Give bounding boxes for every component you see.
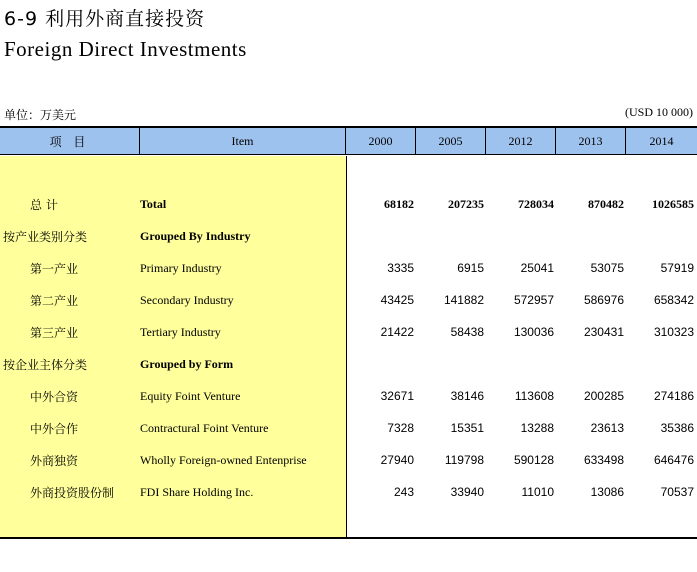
row-value: 310323 — [653, 325, 694, 339]
row-label-en: Wholly Foreign-owned Entenprise — [140, 453, 307, 467]
table-row — [0, 220, 697, 252]
row-label-en: Grouped by Form — [140, 357, 234, 371]
row-value: 646476 — [653, 453, 694, 467]
row-label-en: Secondary Industry — [140, 293, 234, 307]
row-value: 200285 — [583, 389, 624, 403]
row-value: 23613 — [590, 421, 624, 435]
header-year: 2014 — [626, 128, 697, 155]
row-label-en: Total — [140, 197, 167, 211]
header-year: 2012 — [486, 128, 556, 155]
row-label-cn: 总 计 — [30, 198, 58, 212]
row-value: 586976 — [583, 293, 624, 307]
row-value: 58438 — [450, 325, 484, 339]
header-year: 2000 — [346, 128, 416, 155]
table-row — [0, 444, 697, 476]
row-value: 21422 — [380, 325, 414, 339]
row-value: 27940 — [380, 453, 414, 467]
row-value: 658342 — [653, 293, 694, 307]
row-label-en: Grouped By Industry — [140, 229, 251, 243]
row-value: 870482 — [588, 197, 624, 211]
row-value: 728034 — [518, 197, 554, 211]
row-value: 57919 — [660, 261, 694, 275]
table-title-en: Foreign Direct Investments — [4, 37, 247, 61]
row-label-en: Equity Foint Venture — [140, 389, 241, 403]
row-label-en: FDI Share Holding Inc. — [140, 485, 254, 499]
table-row — [0, 348, 697, 380]
row-label-cn: 第一产业 — [30, 262, 79, 276]
row-value: 572957 — [513, 293, 554, 307]
unit-label-en: (USD 10 000) — [625, 105, 693, 119]
row-value: 70537 — [660, 485, 694, 499]
row-label-en: Contractural Foint Venture — [140, 421, 269, 435]
row-label-cn: 按企业主体分类 — [3, 358, 88, 372]
row-label-en: Primary Industry — [140, 261, 222, 275]
row-value: 141882 — [443, 293, 484, 307]
row-value: 274186 — [653, 389, 694, 403]
row-value: 6915 — [457, 261, 484, 275]
row-value: 633498 — [583, 453, 624, 467]
row-label-cn: 第二产业 — [30, 294, 79, 308]
row-value: 53075 — [590, 261, 624, 275]
row-label-cn: 外商独资 — [30, 454, 79, 468]
row-value: 25041 — [520, 261, 554, 275]
row-value: 32671 — [380, 389, 414, 403]
table-bottom-rule — [0, 537, 697, 539]
row-value: 43425 — [380, 293, 414, 307]
table-title-cn: 6-9 利用外商直接投资 — [4, 8, 206, 30]
row-value: 68182 — [384, 197, 414, 211]
row-value: 3335 — [387, 261, 414, 275]
table-row — [0, 380, 697, 412]
table-row — [0, 316, 697, 348]
table-body — [0, 188, 697, 508]
row-value: 35386 — [660, 421, 694, 435]
table-header — [0, 128, 697, 156]
row-label-cn: 外商投资股份制 — [30, 486, 115, 500]
row-value: 7328 — [387, 421, 414, 435]
row-label-cn: 按产业类别分类 — [3, 230, 88, 244]
header-year: 2005 — [416, 128, 486, 155]
header-item-en: Item — [140, 128, 346, 155]
row-value: 33940 — [450, 485, 484, 499]
row-label-cn: 中外合资 — [30, 390, 79, 404]
row-value: 590128 — [513, 453, 554, 467]
row-value: 230431 — [583, 325, 624, 339]
row-label-cn: 第三产业 — [30, 326, 79, 340]
row-value: 130036 — [513, 325, 554, 339]
table-row — [0, 476, 697, 508]
row-value: 243 — [393, 485, 414, 499]
row-label-cn: 中外合作 — [30, 422, 79, 436]
table-row — [0, 252, 697, 284]
header-year: 2013 — [556, 128, 626, 155]
header-item-cn: 项 目 — [0, 128, 140, 155]
row-value: 15351 — [450, 421, 484, 435]
row-value: 13086 — [590, 485, 624, 499]
row-value: 13288 — [520, 421, 554, 435]
row-value: 1026585 — [652, 197, 694, 211]
unit-label-cn: 单位：万美元 — [4, 108, 77, 122]
row-value: 119798 — [444, 453, 484, 467]
table-row — [0, 412, 697, 444]
table-row — [0, 188, 697, 220]
row-value: 113608 — [514, 389, 554, 403]
row-value: 38146 — [450, 389, 484, 403]
row-value: 11010 — [521, 485, 554, 499]
row-value: 207235 — [448, 197, 484, 211]
row-label-en: Tertiary Industry — [140, 325, 221, 339]
table-row — [0, 284, 697, 316]
